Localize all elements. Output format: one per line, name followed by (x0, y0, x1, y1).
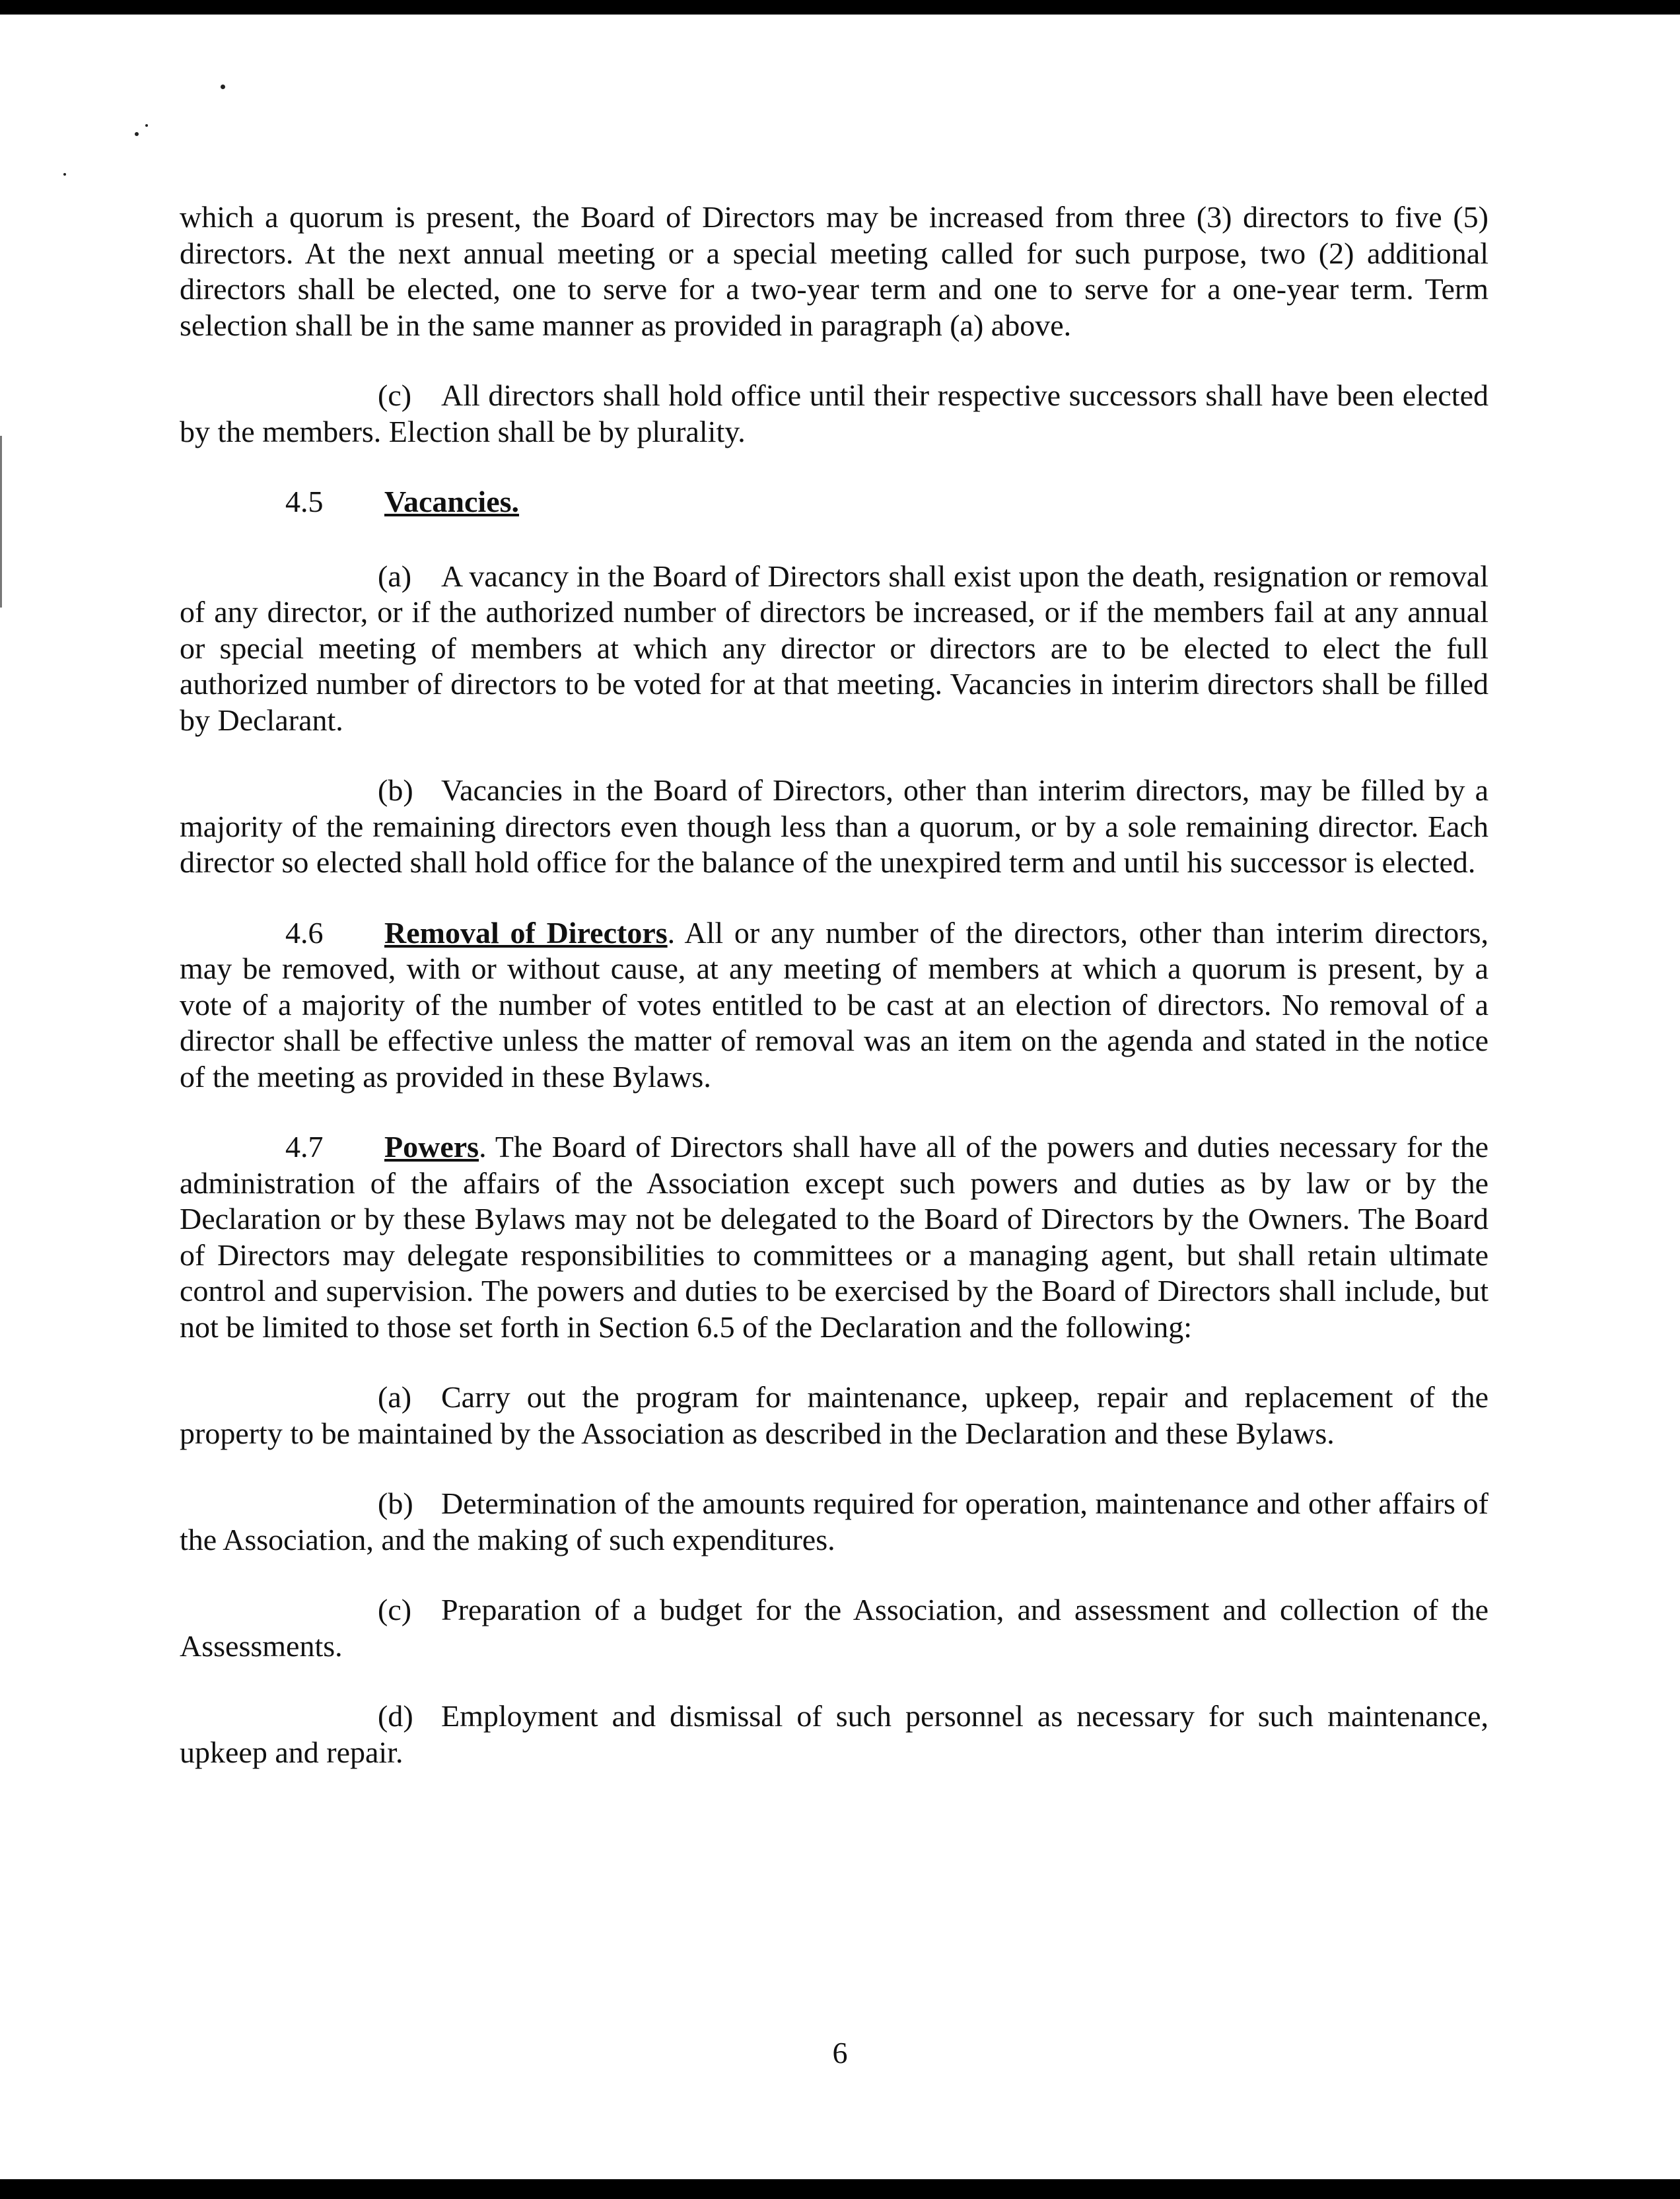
list-marker: (c) (378, 1593, 412, 1626)
list-marker: (c) (378, 378, 412, 412)
scan-speck (63, 173, 66, 176)
section-number: 4.5 (285, 485, 324, 518)
list-marker: (a) (378, 1380, 412, 1414)
paragraph-text: All directors shall hold office until their respective successors shall have been elected by the members. Election shall be by plurality. (180, 378, 1488, 448)
intro-paragraph: which a quorum is present, the Board of Directors may be increased from three (3) directors to five (5) directors. At the next annual meeting or a special meeting called for such purpose, two (2) additional directors shall be elected, one to serve for a two-year term and one to serve for a one-year term. Term selection shall be in the same manner as provided in paragraph (a) above. (180, 200, 1488, 342)
paragraph-text: Determination of the amounts required for operation, maintenance and other affairs of the Association, and the making of such expenditures. (180, 1486, 1488, 1556)
document-page (180, 199, 1488, 1770)
section-title: Removal of Directors (384, 915, 668, 950)
scan-border-top (0, 0, 1680, 15)
paragraph-text: Preparation of a budget for the Association, and assessment and collection of the Assessments. (180, 1593, 1488, 1663)
section-number: 4.6 (285, 915, 324, 950)
section-4-5-heading (180, 484, 1488, 520)
scan-border-bottom (0, 2179, 1680, 2199)
section-title: Vacancies. (384, 485, 520, 518)
section-title: Powers (384, 1130, 479, 1164)
list-marker: (a) (378, 559, 412, 593)
scan-speck (135, 132, 139, 136)
powers-paragraph-c (180, 1592, 1488, 1664)
paragraph-text: . The Board of Directors shall have all of the powers and duties necessary for the administration of the affairs of the Association except such powers and duties as by law or by the Declaration or by these Bylaws may not be delegated to the Board of Directors by the Owners. The Board of Directors may delegate responsibilities to committees or a managing agent, but shall retain ultimate control and supervision. The powers and duties to be exercised by the Board of Directors shall include, but not be limited to those set forth in Section 6.5 of the Declaration and the following: (180, 1130, 1488, 1344)
paragraph-text: A vacancy in the Board of Directors shall exist upon the death, resignation or removal of any director, or if the authorized number of directors be increased, or if the members fail at any annual or special meeting of members at which any director or directors are to be elected to elect the full authorized number of directors to be voted for at that meeting. Vacancies in interim directors shall be filled by Declarant. (180, 559, 1488, 737)
section-4-6-removal (180, 915, 1488, 1096)
vacancies-paragraph-a (180, 559, 1488, 739)
list-marker: (b) (378, 1486, 413, 1520)
list-marker: (b) (378, 773, 413, 807)
page-number: 6 (832, 2036, 848, 2070)
powers-paragraph-d (180, 1698, 1488, 1770)
scan-speck (145, 124, 148, 127)
paragraph-text: . All or any number of the directors, other than interim directors, may be removed, with or without cause, at any meeting of members at which a quorum is present, by a vote of a majority of the number of votes entitled to be cast at an election of directors. No removal of a director shall be effective unless the matter of removal was an item on the agenda and stated in the notice of the meeting as provided in these Bylaws. (180, 915, 1488, 1094)
paragraph-text: Carry out the program for maintenance, upkeep, repair and replacement of the property to be maintained by the Association as described in the Declaration and these Bylaws. (180, 1380, 1488, 1450)
scan-edge-mark (0, 436, 2, 608)
powers-paragraph-a (180, 1379, 1488, 1451)
section-4-7-powers (180, 1129, 1488, 1345)
section-number: 4.7 (285, 1130, 324, 1164)
scan-speck (221, 85, 225, 89)
paragraph-text: Vacancies in the Board of Directors, other than interim directors, may be filled by a majority of the remaining directors even though less than a quorum, or by a sole remaining director. Each director so elected shall hold office for the balance of the unexpired term and until his successor is elected. (180, 773, 1488, 879)
powers-paragraph-b (180, 1486, 1488, 1558)
paragraph-text: Employment and dismissal of such personnel as necessary for such maintenance, upkeep and repair. (180, 1699, 1488, 1769)
list-marker: (d) (378, 1699, 413, 1733)
paragraph-c-term (180, 378, 1488, 450)
vacancies-paragraph-b (180, 773, 1488, 881)
